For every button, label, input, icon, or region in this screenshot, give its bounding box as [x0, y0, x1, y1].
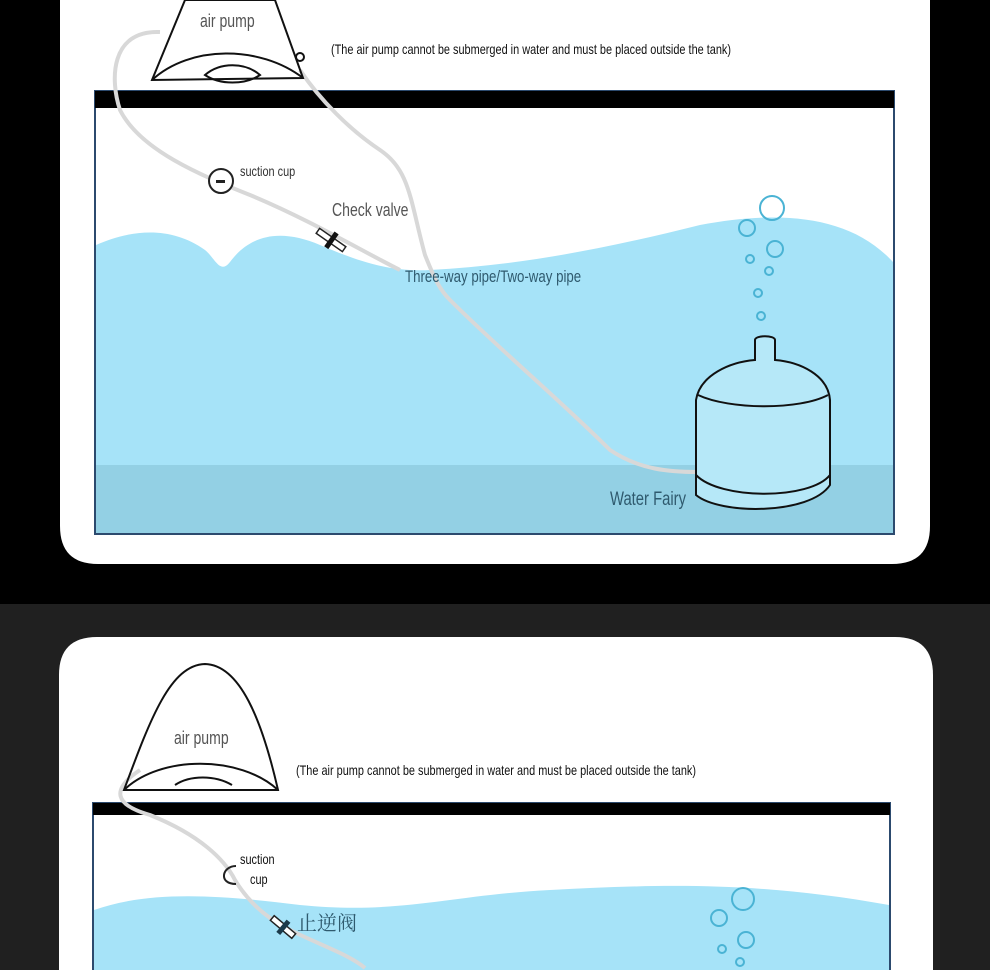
tank-rim [95, 91, 894, 108]
tank-rim [93, 803, 890, 815]
placement-note: (The air pump cannot be submerged in water and must be placed outside the tank) [331, 41, 732, 57]
tank-2 [93, 803, 890, 970]
suction-cup-icon [209, 169, 233, 193]
suction-cup-label: suction cup [240, 163, 296, 179]
air-pump-label-2: air pump [174, 728, 229, 748]
check-valve-label: Check valve [332, 200, 409, 220]
pipe-label: Three-way pipe/Two-way pipe [405, 267, 582, 286]
suction-label-line1: suction [240, 851, 275, 867]
check-valve-label-2: 止逆阀 [297, 911, 357, 935]
water-fairy-label: Water Fairy [610, 489, 687, 510]
air-pump-label: air pump [200, 11, 255, 31]
suction-label-line2: cup [250, 871, 268, 887]
placement-note-2: (The air pump cannot be submerged in water and must be placed outside the tank) [296, 762, 697, 778]
